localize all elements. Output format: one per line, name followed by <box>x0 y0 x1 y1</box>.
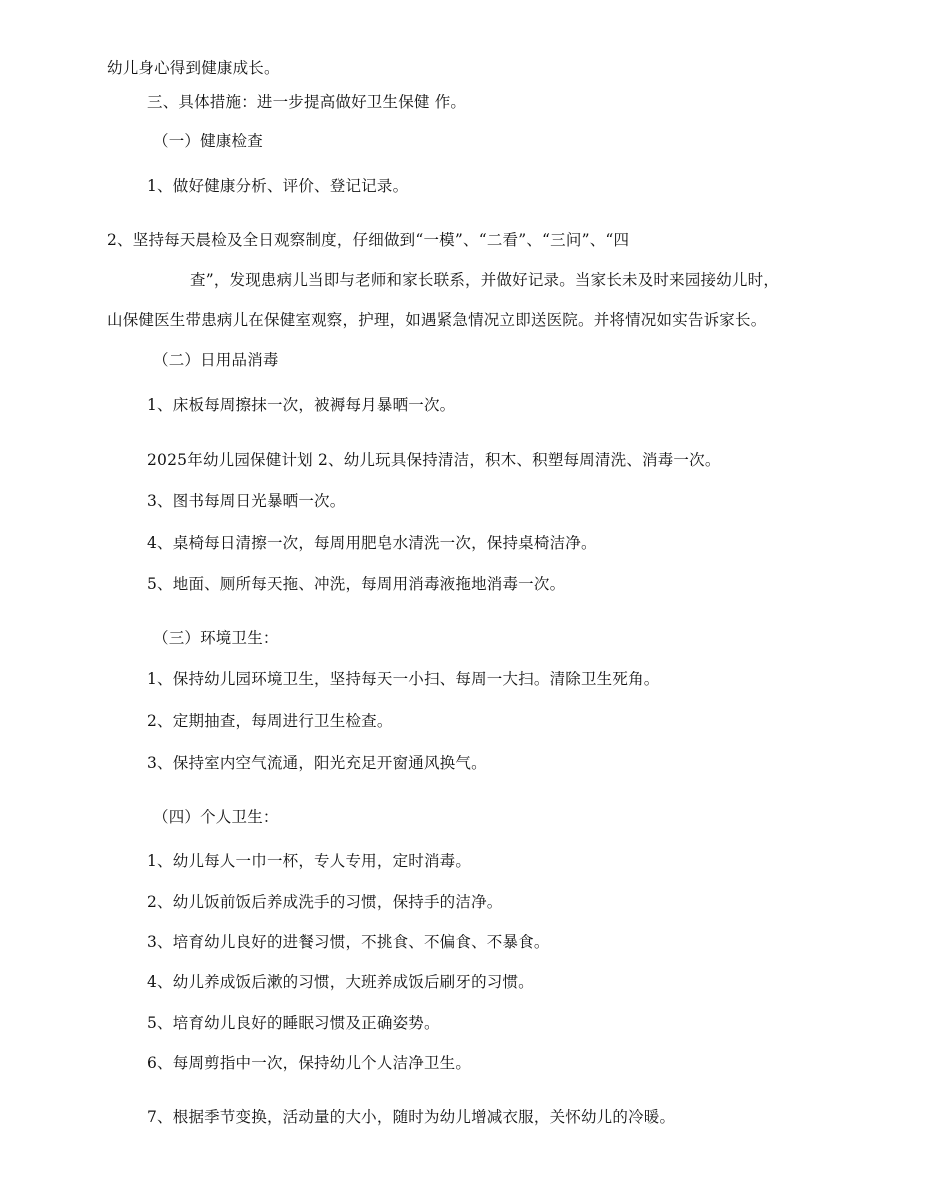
subsection-heading: （一）健康检查 <box>153 132 263 150</box>
list-item: 1、幼儿每人一巾一杯，专人专用，定时消毒。 <box>147 852 472 870</box>
text-line: 山保健医生带患病儿在保健室观察，护理，如遇紧急情况立即送医院。并将情况如实告诉家长。 <box>107 311 767 329</box>
list-item: 6、每周剪指中一次，保持幼儿个人洁净卫生。 <box>147 1054 472 1072</box>
list-item: 5、培育幼儿良好的睡眠习惯及正确姿势。 <box>147 1014 440 1032</box>
subsection-heading: （四）个人卫生： <box>153 808 279 826</box>
list-item: 1、保持幼儿园环境卫生，坚持每天一小扫、每周一大扫。清除卫生死角。 <box>147 670 660 688</box>
list-item: 4、桌椅每日清擦一次，每周用肥皂水清洗一次，保持桌椅洁净。 <box>147 534 597 552</box>
list-item: 2、定期抽查，每周进行卫生检查。 <box>147 712 393 730</box>
list-item: 3、图书每周日光暴晒一次。 <box>147 492 346 510</box>
text-line: 幼儿身心得到健康成长。 <box>107 59 280 77</box>
list-item: 7、根据季节变换，活动量的大小，随时为幼儿增减衣服，关怀幼儿的冷暖。 <box>147 1108 676 1126</box>
list-item: 3、培育幼儿良好的进餐习惯，不挑食、不偏食、不暴食。 <box>147 933 550 951</box>
list-item: 2、坚持每天晨检及全日观察制度，仔细做到“一模”、“二看”、“三问”、“四 <box>107 231 630 249</box>
list-item: 3、保持室内空气流通，阳光充足开窗通风换气。 <box>147 754 487 772</box>
list-item: 5、地面、厕所每天拖、冲洗，每周用消毒液拖地消毒一次。 <box>147 575 566 593</box>
section-heading: 三、具体措施：进一步提高做好卫生保健 作。 <box>147 93 467 111</box>
subsection-heading: （二）日用品消毒 <box>153 351 279 369</box>
list-item: 1、床板每周擦抹一次，被褥每月暴晒一次。 <box>147 396 456 414</box>
subsection-heading: （三）环境卫生： <box>153 629 279 647</box>
list-item: 1、做好健康分析、评价、登记记录。 <box>147 177 409 195</box>
list-item: 2、幼儿饭前饭后养成洗手的习惯，保持手的洁净。 <box>147 893 503 911</box>
text-line: 查”，发现患病儿当即与老师和家长联系，并做好记录。当家长未及时来园接幼儿时， <box>190 271 780 289</box>
list-item: 2025年幼儿园保健计划 2、幼儿玩具保持清洁，积木、积塑每周清洗、消毒一次。 <box>147 451 721 469</box>
list-item: 4、幼儿养成饭后漱的习惯，大班养成饭后刷牙的习惯。 <box>147 973 534 991</box>
